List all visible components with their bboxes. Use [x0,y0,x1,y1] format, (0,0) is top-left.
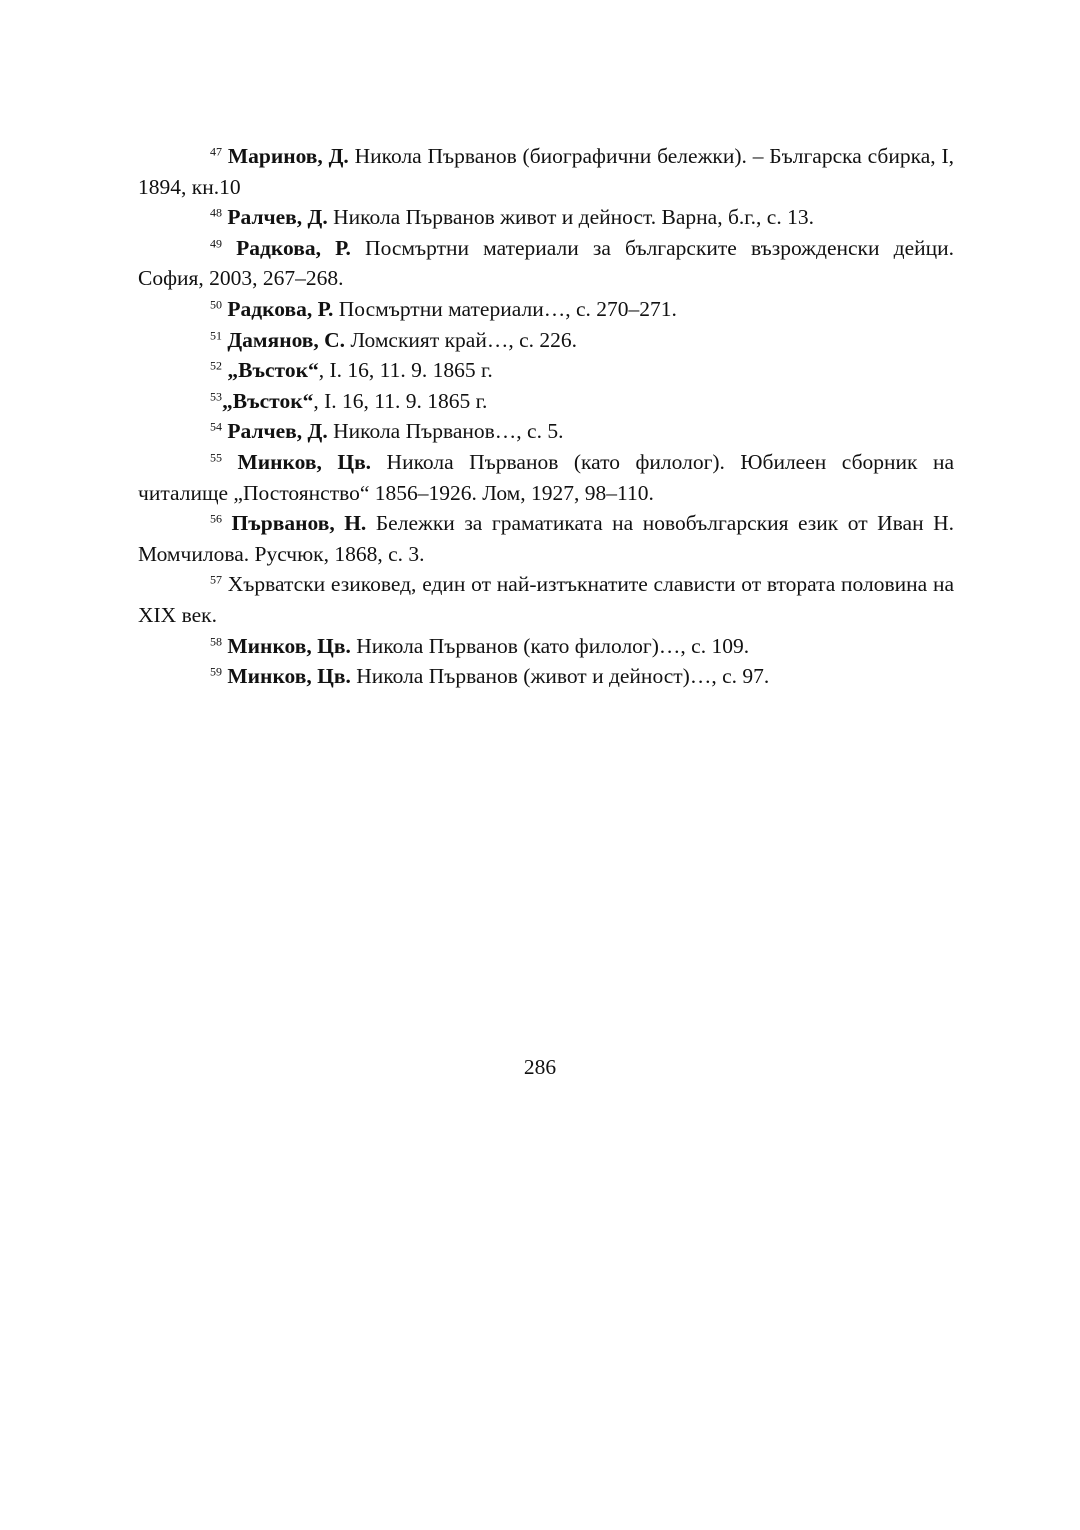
footnote-author: Радкова, Р. [227,296,334,321]
footnote-number: 55 [210,450,222,465]
footnote-text: Никола Първанов (живот и дейност)…, с. 97. [350,664,770,689]
footnote-text: Посмъртни материали…, с. 270–271. [333,296,677,321]
footnote-59 [138,661,954,692]
footnote-author: Радкова, Р. [236,235,351,260]
footnote-author: „Въсток“ [222,388,314,413]
footnote-47 [138,141,954,202]
footnote-48 [138,202,954,233]
footnote-number: 49 [210,236,222,251]
footnote-text: , I. 16, 11. 9. 1865 г. [318,358,493,383]
footnote-number: 48 [210,205,222,220]
footnote-text: Никола Първанов живот и дейност. Варна, б.г., с. 13. [327,205,814,230]
footnote-text: Никола Първанов (като филолог). Юбилеен сборник на читалище „Постоянство“ 1856–1926. Лом, 1927, 98–110. [138,449,954,505]
footnote-number: 59 [210,664,222,679]
footnote-number: 47 [210,144,222,159]
footnote-56 [138,508,954,569]
footnote-text: Бележки за граматиката на новобългарския език от Иван Н. Момчилова. Русчюк, 1868, с. 3. [138,511,955,566]
footnote-number: 53 [210,389,222,404]
footnote-52 [138,355,954,386]
footnote-49 [138,233,954,294]
footnote-text: Никола Първанов…, с. 5. [327,419,564,444]
footnote-54 [138,416,954,447]
footnote-57 [138,569,954,630]
footnote-author: Минков, Цв. [237,449,372,474]
footnote-number: 52 [210,358,222,373]
footnote-number: 57 [210,572,222,587]
footnote-58 [138,631,954,662]
footnote-51 [138,325,954,356]
footnote-number: 54 [210,419,222,434]
footnote-text: Хърватски езиковед, един от най-изтъкнатите слависти от втората половина на XIX век. [138,572,954,627]
footnote-author: Ралчев, Д. [227,205,328,230]
footnote-text: Посмъртни материали за българските възрожденски дейци. София, 2003, 267–268. [138,235,955,291]
footnote-author: Минков, Цв. [227,633,351,658]
footnote-number: 50 [210,297,222,312]
footnotes-list [138,141,954,692]
footnote-text: , I. 16, 11. 9. 1865 г. [313,388,488,413]
footnote-author: Маринов, Д. [227,144,349,168]
footnote-author: Дамянов, С. [227,327,346,352]
footnote-53 [138,386,954,417]
footnote-author: „Въсток“ [227,358,319,383]
footnote-author: Минков, Цв. [227,664,351,689]
footnote-text: Никола Първанов (биографични бележки). – Българска сбирка, I, 1894, кн.10 [138,144,954,199]
footnote-author: Ралчев, Д. [227,419,328,444]
footnote-text: Ломският край…, с. 226. [345,327,577,352]
footnote-50 [138,294,954,325]
footnote-number: 56 [210,511,222,526]
footnote-text: Никола Първанов (като филолог)…, с. 109. [350,633,750,658]
footnote-55 [138,447,954,508]
footnote-number: 51 [210,328,222,343]
footnote-author: Първанов, Н. [231,511,367,536]
footnote-number: 58 [210,634,222,649]
page-number: 286 [523,1055,557,1079]
